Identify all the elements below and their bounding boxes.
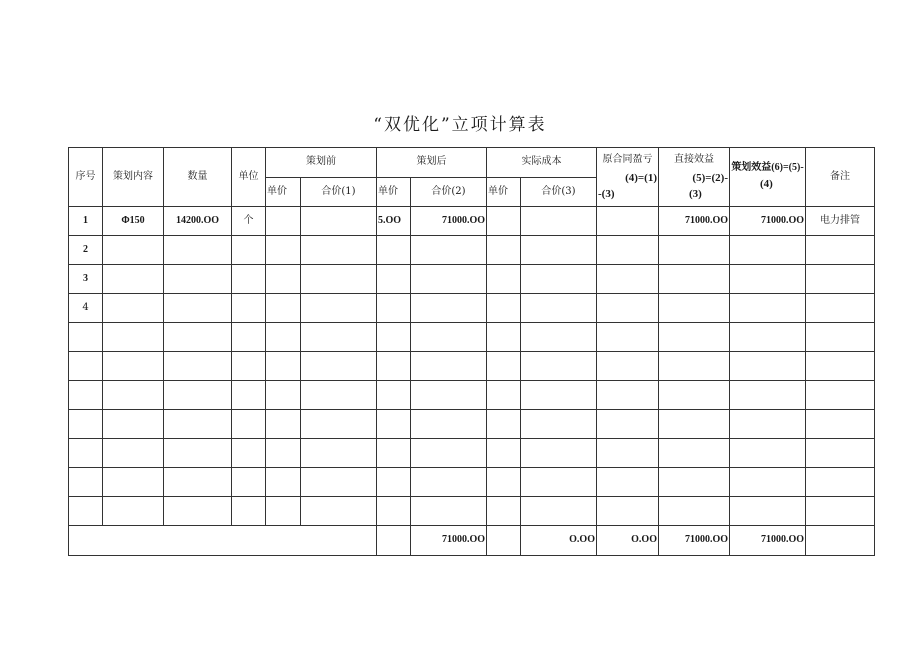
header-direct [659, 148, 730, 207]
cell-after-total: 71000.OO [411, 207, 487, 236]
header-direct-line1: 直接效益 [674, 154, 714, 165]
table-row [69, 352, 875, 381]
cell-after-price: 5.OO [377, 207, 411, 236]
header-contract-line2: (4)=(1) [625, 171, 657, 184]
cell-actual-price [487, 207, 521, 236]
header-direct-line2: (5)=(2)- [692, 171, 728, 184]
table-row [69, 236, 875, 265]
header-contract-line1: 原合同盈亏 [602, 154, 653, 165]
header-unit: 单位 [232, 148, 266, 207]
cell-actual-total [521, 207, 597, 236]
table-row [69, 323, 875, 352]
header-actual-price: 单价 [487, 178, 521, 207]
header-contract-line3: -(3) [598, 188, 615, 201]
cell-before-total [301, 207, 377, 236]
table-row [69, 265, 875, 294]
cell-plan: 71000.OO [730, 207, 806, 236]
header-contract [597, 148, 659, 207]
table-row [69, 381, 875, 410]
table-row [69, 410, 875, 439]
totals-after-price [377, 526, 411, 556]
header-qty: 数量 [164, 148, 232, 207]
header-after: 策划后 [377, 148, 487, 178]
header-plan [730, 148, 806, 207]
header-before-price: 单价 [266, 178, 301, 207]
table-row [69, 207, 875, 236]
header-actual: 实际成本 [487, 148, 597, 178]
totals-after-total: 71000.OO [411, 526, 487, 556]
totals-contract: O.OO [597, 526, 659, 556]
table-row [69, 294, 875, 323]
cell-remark: 电力排管 [806, 207, 875, 236]
cell-before-price [266, 207, 301, 236]
page-title: “双优化”立项计算表 [373, 115, 547, 135]
totals-direct: 71000.OO [659, 526, 730, 556]
totals-blank [69, 526, 377, 556]
calculation-table [68, 147, 875, 556]
totals-plan: 71000.OO [730, 526, 806, 556]
cell-seq: 2 [69, 236, 103, 265]
totals-actual-price [487, 526, 521, 556]
totals-actual-total: O.OO [521, 526, 597, 556]
header-after-total: 合价(2) [411, 178, 487, 207]
cell-content: Φ150 [103, 207, 164, 236]
table-row [69, 439, 875, 468]
header-before-total: 合价(1) [301, 178, 377, 207]
cell-direct: 71000.OO [659, 207, 730, 236]
header-row-top [69, 148, 875, 178]
cell-seq: 1 [69, 207, 103, 236]
cell-qty: 14200.OO [164, 207, 232, 236]
cell-contract [597, 207, 659, 236]
header-seq: 序号 [69, 148, 103, 207]
header-actual-total: 合价(3) [521, 178, 597, 207]
totals-row [69, 526, 875, 556]
header-remark: 备注 [806, 148, 875, 207]
table-row [69, 497, 875, 526]
header-plan-line2: (4) [760, 177, 773, 190]
totals-remark [806, 526, 875, 556]
header-content: 策划内容 [103, 148, 164, 207]
cell-seq: 4 [69, 294, 103, 323]
header-direct-line3: (3) [689, 188, 702, 201]
header-plan-line1: 策划效益(6)=(5)- [731, 162, 804, 174]
cell-seq: 3 [69, 265, 103, 294]
header-before: 策划前 [266, 148, 377, 178]
cell-unit: 个 [232, 207, 266, 236]
table-row [69, 468, 875, 497]
header-after-price: 单价 [377, 178, 411, 207]
